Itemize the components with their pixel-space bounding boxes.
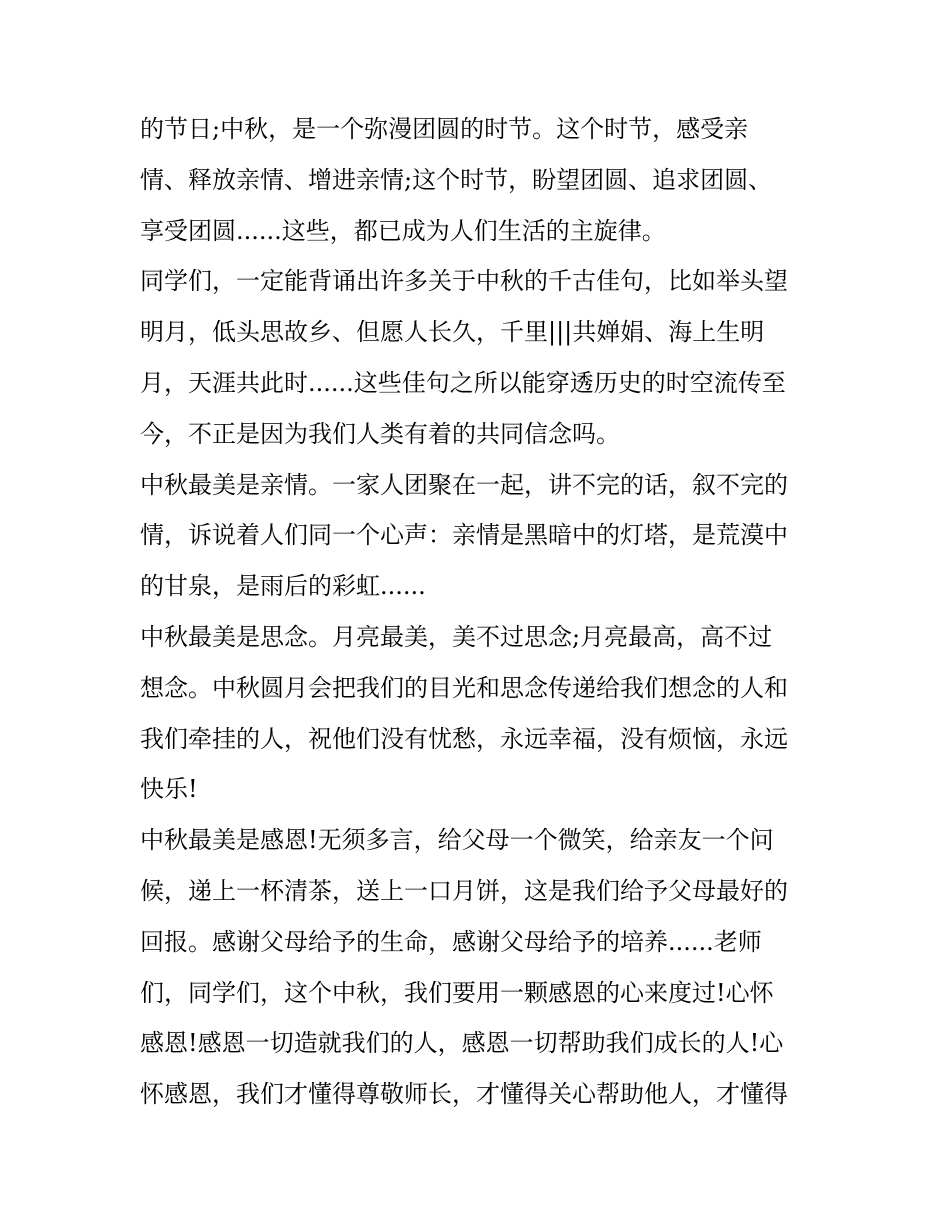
text-line: 同学们，一定能背诵出许多关于中秋的千古佳句，比如举头望 xyxy=(140,267,788,296)
text-line: 的甘泉，是雨后的彩虹...... xyxy=(140,572,426,601)
text-line: 享受团圆......这些，都已成为人们生活的主旋律。 xyxy=(140,216,666,245)
text-line: 怀感恩，我们才懂得尊敬师长，才懂得关心帮助他人，才懂得 xyxy=(140,1080,788,1109)
text-line: 候，递上一杯清茶，送上一口月饼，这是我们给予父母最好的 xyxy=(140,876,788,905)
text-line: 我们牵挂的人，祝他们没有忧愁，永远幸福，没有烦恼，永远 xyxy=(140,724,788,753)
text-line: 月，天涯共此时......这些佳句之所以能穿透历史的时空流传至 xyxy=(140,368,786,397)
text-line: 中秋最美是思念。月亮最美，美不过思念;月亮最高，高不过 xyxy=(140,622,773,651)
text-line: 快乐! xyxy=(140,775,198,804)
text-line: 中秋最美是感恩!无须多言，给父母一个微笑，给亲友一个问 xyxy=(140,826,774,855)
text-line: 情，诉说着人们同一个心声：亲情是黑暗中的灯塔，是荒漠中 xyxy=(140,521,788,550)
text-line: 们，同学们，这个中秋，我们要用一颗感恩的心来度过!心怀 xyxy=(140,978,774,1007)
text-line: 今，不正是因为我们人类有着的共同信念吗。 xyxy=(140,419,620,448)
text-line: 中秋最美是亲情。一家人团聚在一起，讲不完的话，叙不完的 xyxy=(140,470,788,499)
text-line: 感恩!感恩一切造就我们的人，感恩一切帮助我们成长的人!心 xyxy=(140,1029,784,1058)
text-line: 情、释放亲情、增进亲情;这个时节，盼望团圆、追求团圆、 xyxy=(140,165,773,194)
text-line: 的节日;中秋，是一个弥漫团圆的时节。这个时节，感受亲 xyxy=(140,115,749,143)
text-line: 想念。中秋圆月会把我们的目光和思念传递给我们想念的人和 xyxy=(140,673,788,702)
text-line: 明月，低头思故乡、但愿人长久，千里|||共婵娟、海上生明 xyxy=(140,318,765,347)
text-line: 回报。感谢父母给予的生命，感谢父母给予的培养......老师 xyxy=(140,927,762,956)
body-text xyxy=(140,104,820,1120)
